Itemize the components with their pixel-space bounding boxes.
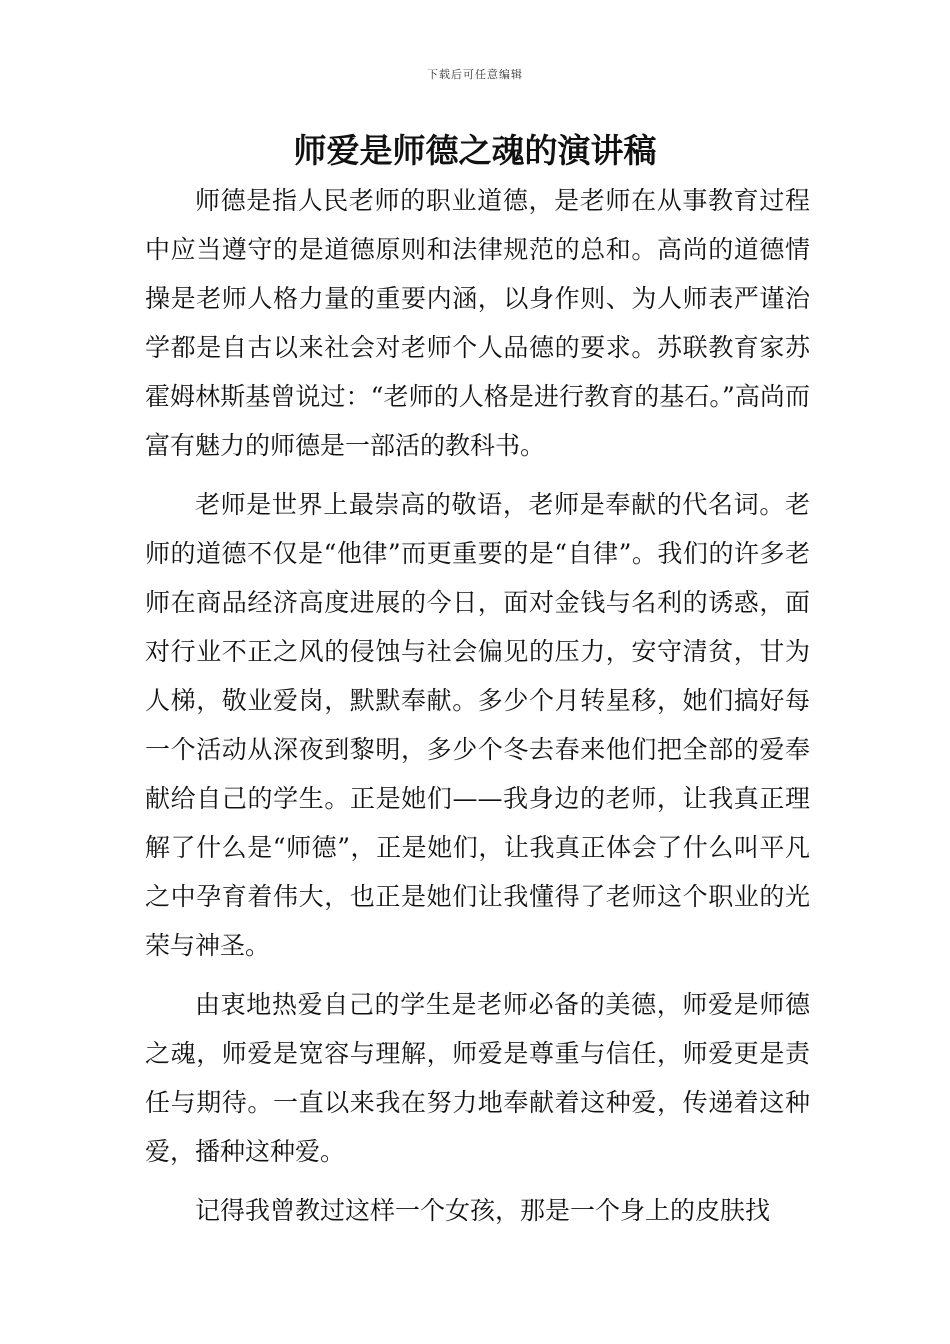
paragraph-3: 由衷地热爱自己的学生是老师必备的美德，师爱是师德之魂，师爱是宽容与理解，师爱是尊重与信任，师爱更是责任与期待。一直以来我在努力地奉献着这种爱，传递着这种爱，播种这种爱。 — [145, 990, 810, 1166]
document-body — [145, 176, 810, 1245]
paragraph-2: 老师是世界上最崇高的敬语，老师是奉献的代名词。老师的道德不仅是“他律”而更重要的是“自律”。我们的许多老师在商品经济高度进展的今日，面对金钱与名利的诱惑，面对行业不正之风的侵蚀与社会偏见的压力，安守清贫，甘为人梯，敬业爱岗，默默奉献。多少个月转星移，她们搞好每一个活动从深夜到黎明，多少个冬去春来他们把全部的爱奉献给自己的学生。正是她们——我身边的老师，让我真正理解了什么是“师德”，正是她们，让我真正体会了什么叫平凡之中孕育着伟大，也正是她们让我懂得了老师这个职业的光荣与神圣。 — [145, 490, 810, 960]
document-title: 师爱是师德之魂的演讲稿 — [293, 131, 657, 170]
paragraph-4: 记得我曾教过这样一个女孩，那是一个身上的皮肤找 — [195, 1196, 771, 1225]
paragraph-1: 师德是指人民老师的职业道德，是老师在从事教育过程中应当遵守的是道德原则和法律规范的总和。高尚的道德情操是老师人格力量的重要内涵，以身作则、为人师表严谨治学都是自古以来社会对老师个人品德的要求。苏联教育家苏霍姆林斯基曾说过：“老师的人格是进行教育的基石。”高尚而富有魅力的师德是一部活的教科书。 — [145, 186, 810, 460]
header-note: 下载后可任意编辑 — [427, 68, 523, 81]
